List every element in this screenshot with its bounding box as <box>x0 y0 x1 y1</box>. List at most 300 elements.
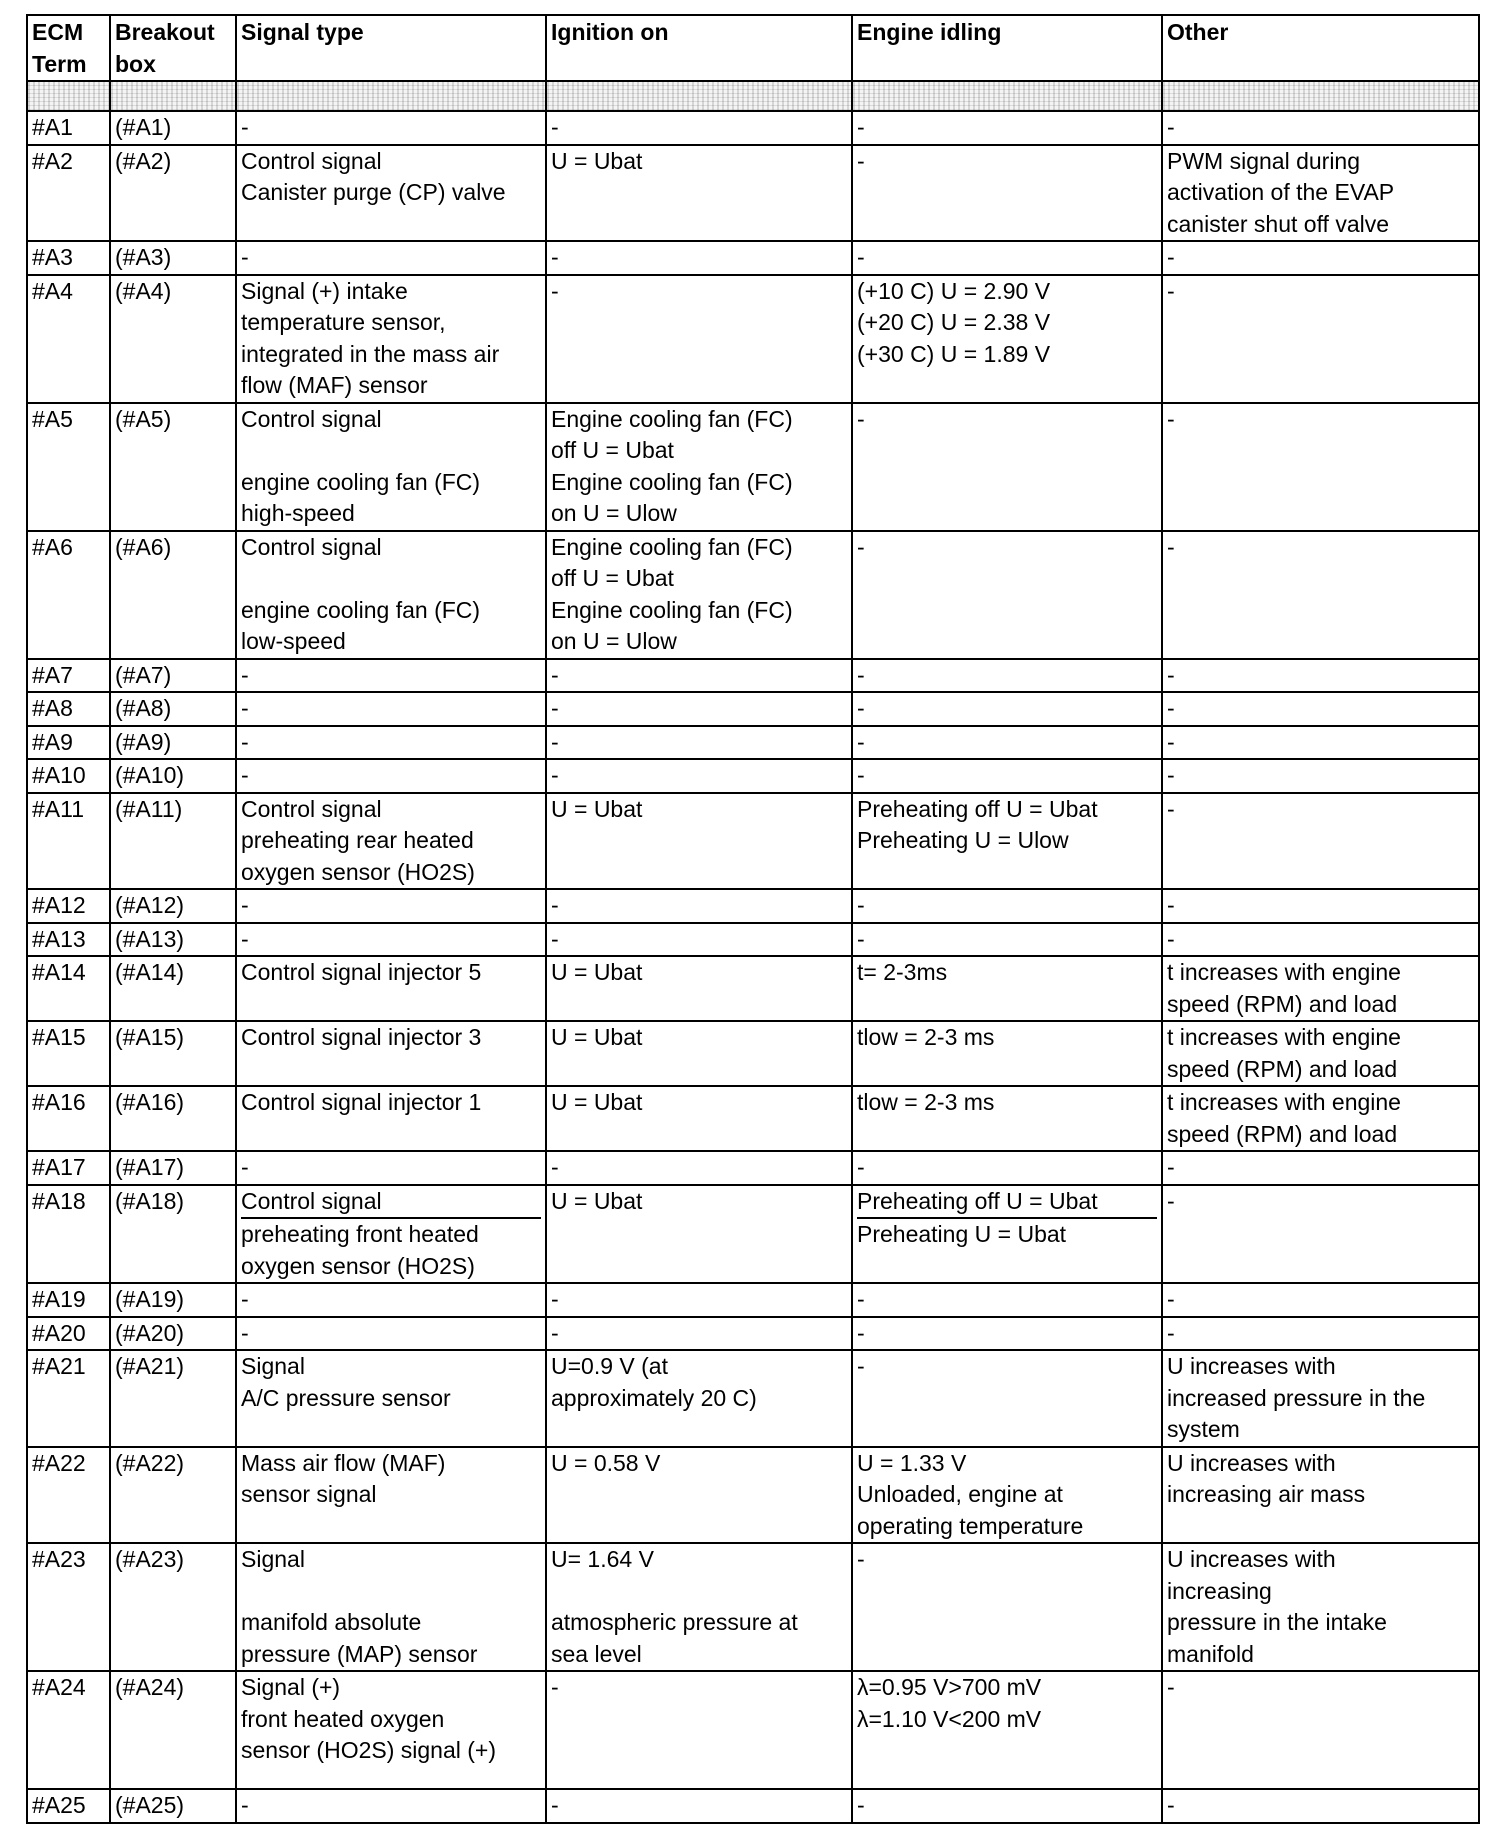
table-row <box>27 1021 1479 1086</box>
breakout-box-cell <box>110 1447 236 1544</box>
cell-text-line: approximately 20 C) <box>551 1384 757 1411</box>
cell-text-line: - <box>241 114 249 140</box>
cell-text-line: Control signal injector 1 <box>241 1089 482 1115</box>
cell-text-line: (#A3) <box>115 244 172 270</box>
cell-text-line: - <box>857 1319 865 1346</box>
cell-text-line: (+10 C) U = 2.90 V <box>857 277 1051 304</box>
breakout-box-cell <box>110 1021 236 1086</box>
other-cell <box>1162 111 1479 145</box>
noise-cell <box>546 81 852 111</box>
signal-type-cell <box>236 923 546 957</box>
cell-text-line: oxygen sensor (HO2S) <box>241 858 475 885</box>
signal-type-cell <box>236 956 546 1021</box>
cell-text-line: - <box>1167 1319 1175 1346</box>
table-row <box>27 275 1479 403</box>
breakout-box-cell <box>110 1671 236 1789</box>
other-cell <box>1162 1021 1479 1086</box>
breakout-box-cell <box>110 1350 236 1447</box>
ecm-term-cell <box>27 145 110 242</box>
other-cell <box>1162 659 1479 693</box>
engine-idling-cell <box>852 956 1162 1021</box>
signal-type-cell <box>236 1021 546 1086</box>
cell-text-line: Engine cooling fan (FC) <box>551 405 793 432</box>
cell-text-line: - <box>1167 925 1175 952</box>
ecm-term-cell <box>27 1350 110 1447</box>
table-row <box>27 1350 1479 1447</box>
column-header-engine-idling: Engine idling <box>852 15 1162 81</box>
cell-text-line: - <box>551 925 559 952</box>
engine-idling-cell <box>852 1671 1162 1789</box>
cell-text-line: U = Ubat <box>551 147 643 174</box>
signal-type-cell <box>236 1317 546 1351</box>
ignition-on-cell <box>546 889 852 923</box>
ignition-on-cell <box>546 1317 852 1351</box>
cell-text-line: (#A13) <box>115 925 185 952</box>
table-row <box>27 759 1479 793</box>
ignition-on-cell <box>546 531 852 659</box>
column-header-ignition-on: Ignition on <box>546 15 852 81</box>
cell-text-line: #A3 <box>32 244 73 270</box>
other-cell <box>1162 1447 1479 1544</box>
ignition-on-cell <box>546 1086 852 1151</box>
cell-text-line: #A1 <box>32 114 73 140</box>
cell-text-line: Engine cooling fan (FC) <box>551 533 793 560</box>
cell-text-line: off U = Ubat <box>551 437 674 463</box>
cell-text-line: (#A6) <box>115 533 172 560</box>
cell-text-line: - <box>241 762 249 788</box>
ecm-term-cell <box>27 692 110 726</box>
ecm-term-cell <box>27 241 110 275</box>
table-row <box>27 923 1479 957</box>
cell-text-line: #A5 <box>32 405 73 432</box>
cell-text-line: - <box>241 892 249 918</box>
cell-text-line: t= 2-3ms <box>857 959 948 985</box>
cell-text-line: (#A1) <box>115 114 172 140</box>
other-cell <box>1162 956 1479 1021</box>
breakout-box-cell <box>110 1086 236 1151</box>
ecm-term-cell <box>27 1021 110 1086</box>
signal-type-cell <box>236 793 546 890</box>
cell-text-line: - <box>1167 728 1175 755</box>
table-row <box>27 403 1479 531</box>
engine-idling-cell <box>852 531 1162 659</box>
cell-text-line: #A6 <box>32 533 73 560</box>
cell-text-line: Preheating off U = Ubat <box>857 795 1098 822</box>
cell-text-line: (#A14) <box>115 959 185 985</box>
cell-text-line: engine cooling fan (FC) <box>241 596 481 623</box>
cell-text-line: (#A12) <box>115 892 185 918</box>
cell-text-line: temperature sensor, <box>241 309 446 335</box>
cell-text-line: speed (RPM) and load <box>1167 1055 1398 1082</box>
cell-text-line: canister shut off valve <box>1167 210 1390 237</box>
cell-text-line: sea level <box>551 1640 642 1667</box>
cell-text-line <box>241 1576 541 1608</box>
other-cell <box>1162 1283 1479 1317</box>
breakout-box-cell <box>110 793 236 890</box>
breakout-box-cell <box>110 1283 236 1317</box>
table-row <box>27 889 1479 923</box>
cell-text-line: - <box>551 114 559 140</box>
cell-text-line: - <box>857 1546 865 1572</box>
cell-text-line: Control signal <box>241 1187 382 1214</box>
signal-type-cell <box>236 275 546 403</box>
engine-idling-cell <box>852 1021 1162 1086</box>
signal-type-cell <box>236 241 546 275</box>
other-cell <box>1162 1671 1479 1789</box>
cell-text-line: t increases with engine <box>1167 1089 1401 1115</box>
other-cell <box>1162 726 1479 760</box>
cell-text-line: - <box>1167 1792 1175 1818</box>
ecm-term-cell <box>27 659 110 693</box>
cell-text-line: Control signal <box>241 795 382 822</box>
cell-text-line: speed (RPM) and load <box>1167 990 1398 1017</box>
other-cell <box>1162 692 1479 726</box>
cell-text-line: - <box>857 1286 865 1312</box>
engine-idling-cell <box>852 692 1162 726</box>
cell-text-line: - <box>1167 695 1175 721</box>
cell-text-line: manifold absolute <box>241 1609 422 1635</box>
signal-type-cell <box>236 726 546 760</box>
ignition-on-cell <box>546 1021 852 1086</box>
scan-noise-row <box>27 81 1479 111</box>
ignition-on-cell <box>546 275 852 403</box>
cell-text-line: (#A15) <box>115 1024 185 1050</box>
table-row <box>27 659 1479 693</box>
cell-text-line: - <box>241 244 249 270</box>
cell-text-line: Preheating U = Ulow <box>857 827 1069 853</box>
cell-text-line: increased pressure in the <box>1167 1384 1426 1411</box>
cell-text-line: sensor (HO2S) signal (+) <box>241 1737 496 1763</box>
table-row <box>27 1671 1479 1789</box>
other-cell <box>1162 1185 1479 1284</box>
cell-text-line: - <box>551 1286 559 1312</box>
ignition-on-cell <box>546 923 852 957</box>
breakout-box-cell <box>110 889 236 923</box>
cell-text-line: (#A21) <box>115 1353 185 1379</box>
cell-text-line: - <box>1167 277 1175 304</box>
cell-text-line: - <box>241 1319 249 1346</box>
cell-text-line: - <box>857 728 865 755</box>
signal-type-cell <box>236 403 546 531</box>
cell-text-line: - <box>1167 533 1175 560</box>
table-row <box>27 1151 1479 1185</box>
cell-text-line: #A13 <box>32 925 86 952</box>
cell-text-line: U increases with <box>1167 1546 1336 1572</box>
other-cell <box>1162 145 1479 242</box>
cell-text-line: on U = Ulow <box>551 500 677 526</box>
signal-type-cell <box>236 1151 546 1185</box>
cell-text-line: #A14 <box>32 959 86 985</box>
cell-text-line: (#A16) <box>115 1089 185 1115</box>
cell-text-line: - <box>857 114 865 140</box>
cell-text-line: U = Ubat <box>551 959 643 985</box>
breakout-box-cell <box>110 403 236 531</box>
cell-text-line: - <box>857 1353 865 1379</box>
cell-text-line: (#A4) <box>115 277 172 304</box>
cell-text-line: - <box>241 1792 249 1818</box>
other-cell <box>1162 241 1479 275</box>
cell-text-line: Control signal <box>241 147 382 174</box>
noise-cell <box>852 81 1162 111</box>
table-row <box>27 1317 1479 1351</box>
cell-text-line: - <box>551 661 559 688</box>
noise-cell <box>236 81 546 111</box>
breakout-box-cell <box>110 956 236 1021</box>
cell-text-line: U=0.9 V (at <box>551 1353 668 1379</box>
other-cell <box>1162 531 1479 659</box>
cell-text-line: - <box>857 695 865 721</box>
signal-type-cell <box>236 659 546 693</box>
cell-text-line: preheating front heated <box>241 1217 541 1251</box>
cell-text-line: - <box>551 695 559 721</box>
cell-text-line: #A9 <box>32 728 73 755</box>
cell-text-line: U = Ubat <box>551 1024 643 1050</box>
engine-idling-cell <box>852 145 1162 242</box>
engine-idling-cell <box>852 759 1162 793</box>
cell-text-line: - <box>857 1792 865 1818</box>
ecm-term-cell <box>27 923 110 957</box>
ignition-on-cell <box>546 1447 852 1544</box>
table-row <box>27 531 1479 659</box>
other-cell <box>1162 793 1479 890</box>
cell-text-line: - <box>241 1286 249 1312</box>
cell-text-line: #A19 <box>32 1286 86 1312</box>
cell-text-line: - <box>857 1154 865 1180</box>
ecm-term-cell <box>27 889 110 923</box>
table-row <box>27 111 1479 145</box>
signal-type-cell <box>236 145 546 242</box>
table-row <box>27 241 1479 275</box>
cell-text-line: #A22 <box>32 1449 86 1476</box>
signal-type-cell <box>236 1447 546 1544</box>
other-cell <box>1162 1317 1479 1351</box>
cell-text-line: oxygen sensor (HO2S) <box>241 1252 475 1279</box>
ecm-term-cell <box>27 111 110 145</box>
cell-text-line: - <box>1167 1187 1175 1214</box>
signal-type-cell <box>236 1671 546 1789</box>
breakout-box-cell <box>110 1543 236 1671</box>
cell-text-line: tlow = 2-3 ms <box>857 1089 995 1115</box>
engine-idling-cell <box>852 1283 1162 1317</box>
cell-text-line: (#A18) <box>115 1187 185 1214</box>
column-header-other: Other <box>1162 15 1479 81</box>
cell-text-line: (#A7) <box>115 661 172 688</box>
breakout-box-cell <box>110 275 236 403</box>
breakout-box-cell <box>110 726 236 760</box>
breakout-box-cell <box>110 531 236 659</box>
ignition-on-cell <box>546 403 852 531</box>
table-body <box>27 111 1479 1823</box>
table-row <box>27 793 1479 890</box>
signal-type-cell <box>236 531 546 659</box>
noise-cell <box>1162 81 1479 111</box>
cell-text-line: U = Ubat <box>551 1089 643 1115</box>
cell-text-line: U increases with <box>1167 1449 1336 1476</box>
cell-text-line <box>241 563 541 595</box>
cell-text-line: Preheating U = Ubat <box>857 1217 1157 1251</box>
cell-text-line: - <box>551 1154 559 1180</box>
breakout-box-cell <box>110 692 236 726</box>
cell-text-line: - <box>1167 661 1175 688</box>
cell-text-line: increasing <box>1167 1577 1272 1604</box>
ecm-term-cell <box>27 1151 110 1185</box>
cell-text-line: - <box>857 762 865 788</box>
noise-cell <box>110 81 236 111</box>
cell-text-line: - <box>241 925 249 952</box>
cell-text-line: Canister purge (CP) valve <box>241 179 506 205</box>
cell-text-line: Control signal <box>241 405 382 432</box>
cell-text-line: Signal (+) intake <box>241 277 408 304</box>
engine-idling-cell <box>852 1317 1162 1351</box>
table-row <box>27 1543 1479 1671</box>
cell-text-line: off U = Ubat <box>551 565 674 591</box>
cell-text-line: - <box>1167 244 1175 270</box>
cell-text-line: t increases with engine <box>1167 959 1401 985</box>
signal-type-cell <box>236 1350 546 1447</box>
ecm-term-cell <box>27 531 110 659</box>
cell-text-line: #A21 <box>32 1353 86 1379</box>
breakout-box-cell <box>110 145 236 242</box>
cell-text-line: A/C pressure sensor <box>241 1384 451 1411</box>
cell-text-line: U increases with <box>1167 1353 1336 1379</box>
breakout-box-cell <box>110 111 236 145</box>
other-cell <box>1162 403 1479 531</box>
engine-idling-cell <box>852 1151 1162 1185</box>
cell-text-line: manifold <box>1167 1640 1254 1667</box>
ecm-terminal-table <box>26 14 1480 1824</box>
cell-text-line: #A17 <box>32 1154 86 1180</box>
cell-text-line: - <box>857 533 865 560</box>
cell-text-line: - <box>241 661 249 688</box>
column-header-breakout-box <box>110 15 236 81</box>
ecm-term-cell <box>27 403 110 531</box>
table-row <box>27 1185 1479 1284</box>
cell-text-line: - <box>551 892 559 918</box>
cell-text-line: #A16 <box>32 1089 86 1115</box>
engine-idling-cell <box>852 1185 1162 1284</box>
engine-idling-cell <box>852 889 1162 923</box>
cell-text-line: t increases with engine <box>1167 1024 1401 1050</box>
ignition-on-cell <box>546 1151 852 1185</box>
engine-idling-cell <box>852 923 1162 957</box>
table-row <box>27 692 1479 726</box>
cell-text-line: - <box>1167 892 1175 918</box>
cell-text-line: pressure (MAP) sensor <box>241 1640 478 1667</box>
cell-text-line: - <box>551 728 559 755</box>
engine-idling-cell <box>852 275 1162 403</box>
cell-text-line: #A4 <box>32 277 73 304</box>
cell-text-line: λ=1.10 V<200 mV <box>857 1705 1042 1732</box>
ignition-on-cell <box>546 241 852 275</box>
ecm-term-cell <box>27 275 110 403</box>
ignition-on-cell <box>546 956 852 1021</box>
breakout-box-cell <box>110 759 236 793</box>
cell-text-line: Engine cooling fan (FC) <box>551 468 793 495</box>
table-row <box>27 145 1479 242</box>
table-row <box>27 726 1479 760</box>
ignition-on-cell <box>546 1543 852 1671</box>
cell-text-line: (#A2) <box>115 147 172 174</box>
cell-text-line: U = 1.33 V <box>857 1449 967 1476</box>
signal-type-cell <box>236 889 546 923</box>
cell-text-line: #A23 <box>32 1546 86 1572</box>
cell-text-line: (+30 C) U = 1.89 V <box>857 340 1051 367</box>
cell-text-line: - <box>1167 1674 1175 1700</box>
cell-text-line: - <box>1167 795 1175 822</box>
header-line: ECM <box>32 19 84 45</box>
cell-text-line: U = 0.58 V <box>551 1449 661 1476</box>
cell-text-line: #A12 <box>32 892 86 918</box>
breakout-box-cell <box>110 659 236 693</box>
cell-text-line: (#A22) <box>115 1449 185 1476</box>
cell-text-line: tlow = 2-3 ms <box>857 1024 995 1050</box>
cell-text-line: #A18 <box>32 1187 86 1214</box>
breakout-box-cell <box>110 1151 236 1185</box>
cell-text-line: operating temperature <box>857 1512 1084 1539</box>
ignition-on-cell <box>546 759 852 793</box>
cell-text-line: - <box>551 1792 559 1818</box>
engine-idling-cell <box>852 793 1162 890</box>
cell-text-line: - <box>241 728 249 755</box>
cell-text-line: Signal <box>241 1546 305 1572</box>
signal-type-cell <box>236 111 546 145</box>
table-row <box>27 1447 1479 1544</box>
cell-text-line: - <box>1167 762 1175 788</box>
engine-idling-cell <box>852 1447 1162 1544</box>
cell-text-line: - <box>857 405 865 432</box>
ecm-term-cell <box>27 956 110 1021</box>
header-line: Term <box>32 51 87 77</box>
cell-text-line: #A11 <box>32 795 85 822</box>
ignition-on-cell <box>546 726 852 760</box>
cell-text-line: - <box>857 925 865 952</box>
engine-idling-cell <box>852 403 1162 531</box>
cell-text-line <box>551 1576 847 1608</box>
cell-text-line: Engine cooling fan (FC) <box>551 596 793 623</box>
cell-text-line: Signal (+) <box>241 1674 341 1700</box>
cell-text-line: (#A20) <box>115 1319 185 1346</box>
ecm-term-cell <box>27 1543 110 1671</box>
cell-text-line: front heated oxygen <box>241 1705 445 1732</box>
cell-text-line: flow (MAF) sensor <box>241 372 428 398</box>
header-line: box <box>115 51 156 77</box>
cell-text-line: Signal <box>241 1353 305 1379</box>
cell-text-line: - <box>1167 1286 1175 1312</box>
cell-text-line: Mass air flow (MAF) <box>241 1449 446 1476</box>
ignition-on-cell <box>546 1185 852 1284</box>
cell-text-line: system <box>1167 1416 1240 1442</box>
cell-text-line: (#A9) <box>115 728 172 755</box>
cell-text-line: #A2 <box>32 147 73 174</box>
cell-text-line: - <box>857 661 865 688</box>
ecm-term-cell <box>27 1185 110 1284</box>
engine-idling-cell <box>852 1086 1162 1151</box>
cell-text-line: increasing air mass <box>1167 1481 1366 1507</box>
cell-text-line: (#A19) <box>115 1286 185 1312</box>
ecm-term-cell <box>27 759 110 793</box>
breakout-box-cell <box>110 241 236 275</box>
table-header-row <box>27 15 1479 81</box>
signal-type-cell <box>236 1185 546 1284</box>
cell-text-line: pressure in the intake <box>1167 1609 1387 1635</box>
cell-text-line: (#A8) <box>115 695 172 721</box>
ignition-on-cell <box>546 1671 852 1789</box>
cell-text-line: - <box>241 1154 249 1180</box>
cell-text-line: #A15 <box>32 1024 86 1050</box>
cell-text-line: preheating rear heated <box>241 827 474 853</box>
table-row <box>27 1086 1479 1151</box>
cell-text-line: #A25 <box>32 1792 86 1818</box>
